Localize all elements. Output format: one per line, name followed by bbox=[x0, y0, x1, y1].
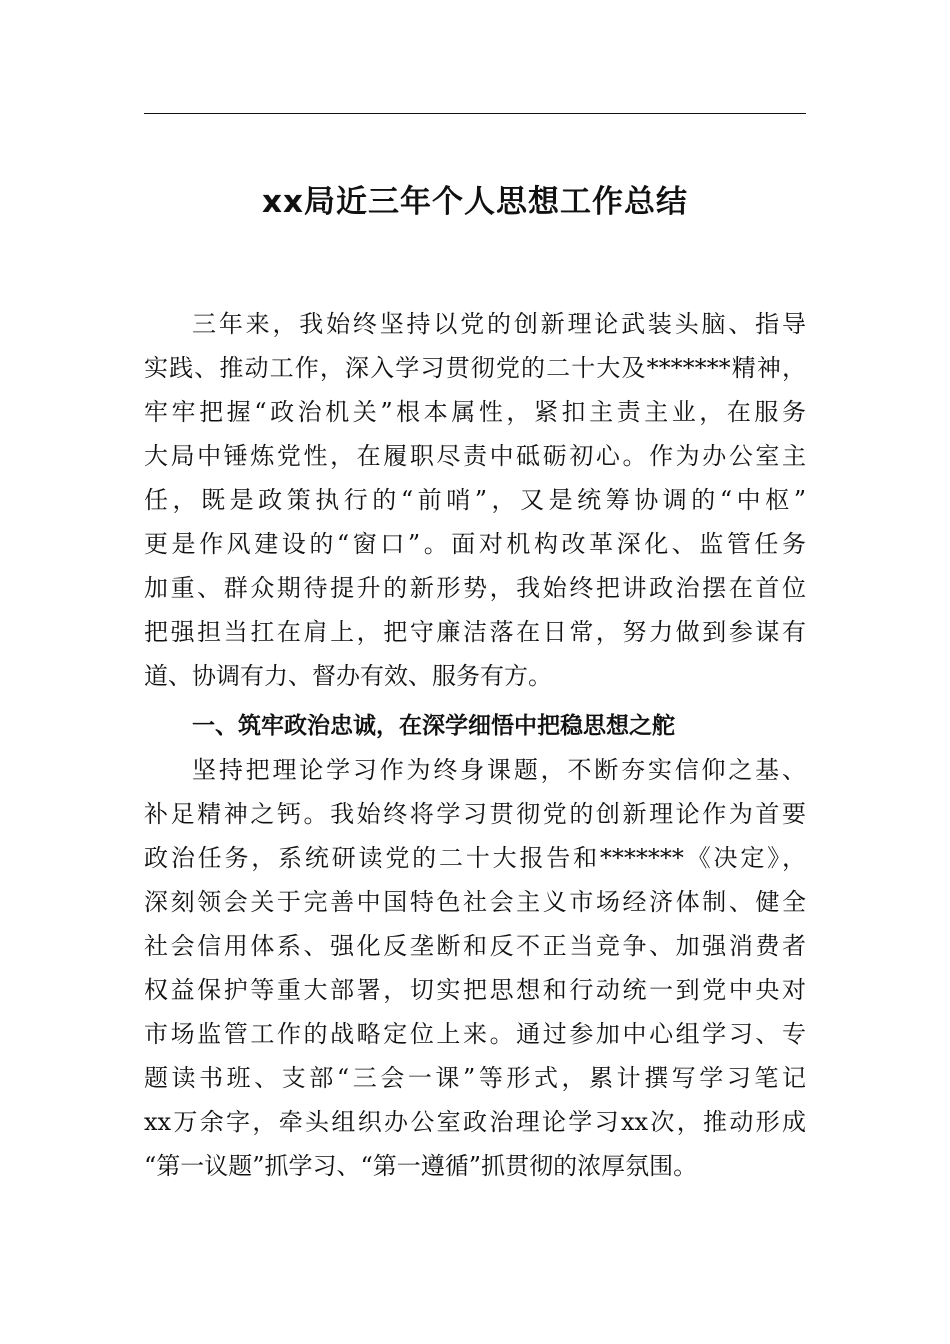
paragraph-1-line: 道、协调有力、督办有效、服务有方。 bbox=[144, 662, 552, 690]
paragraph-2-line: “第一议题”抓学习、“第一遵循”抓贯彻的浓厚氛围。 bbox=[144, 1152, 698, 1180]
paragraph-2-line: 社会信用体系、强化反垄断和反不正当竞争、加强消费者 bbox=[144, 932, 806, 960]
section-heading: 一、筑牢政治忠诚，在深学细悟中把稳思想之舵 bbox=[192, 713, 675, 739]
header-rule bbox=[144, 113, 806, 114]
paragraph-2-line: 题读书班、支部“三会一课”等形式，累计撰写学习笔记 bbox=[144, 1064, 806, 1092]
document-title: xx局近三年个人思想工作总结 bbox=[262, 184, 688, 220]
paragraph-2-line: 深刻领会关于完善中国特色社会主义市场经济体制、健全 bbox=[144, 888, 806, 916]
paragraph-1-line: 把强担当扛在肩上，把守廉洁落在日常，努力做到参谋有 bbox=[144, 618, 806, 646]
paragraph-2-line: 补足精神之钙。我始终将学习贯彻党的创新理论作为首要 bbox=[144, 800, 806, 828]
paragraph-2-line: 市场监管工作的战略定位上来。通过参加中心组学习、专 bbox=[144, 1020, 806, 1048]
paragraph-2-line: 政治任务，系统研读党的二十大报告和*******《决定》， bbox=[144, 844, 806, 872]
paragraph-1-line: 加重、群众期待提升的新形势，我始终把讲政治摆在首位 bbox=[144, 574, 806, 602]
paragraph-1-line: 任，既是政策执行的“前哨”，又是统筹协调的“中枢” bbox=[144, 486, 806, 514]
paragraph-1-line: 牢牢把握“政治机关”根本属性，紧扣主责主业，在服务 bbox=[144, 398, 806, 426]
paragraph-2-line: 坚持把理论学习作为终身课题，不断夯实信仰之基、 bbox=[192, 756, 806, 784]
paragraph-1-line: 实践、推动工作，深入学习贯彻党的二十大及*******精神， bbox=[144, 354, 806, 382]
paragraph-1-line: 更是作风建设的“窗口”。面对机构改革深化、监管任务 bbox=[144, 530, 806, 558]
paragraph-2-line: 权益保护等重大部署，切实把思想和行动统一到党中央对 bbox=[144, 976, 806, 1004]
paragraph-1-line: 三年来，我始终坚持以党的创新理论武装头脑、指导 bbox=[192, 310, 806, 338]
paragraph-1-line: 大局中锤炼党性，在履职尽责中砥砺初心。作为办公室主 bbox=[144, 442, 806, 470]
paragraph-2-line: xx万余字，牵头组织办公室政治理论学习xx次，推动形成 bbox=[144, 1108, 806, 1136]
